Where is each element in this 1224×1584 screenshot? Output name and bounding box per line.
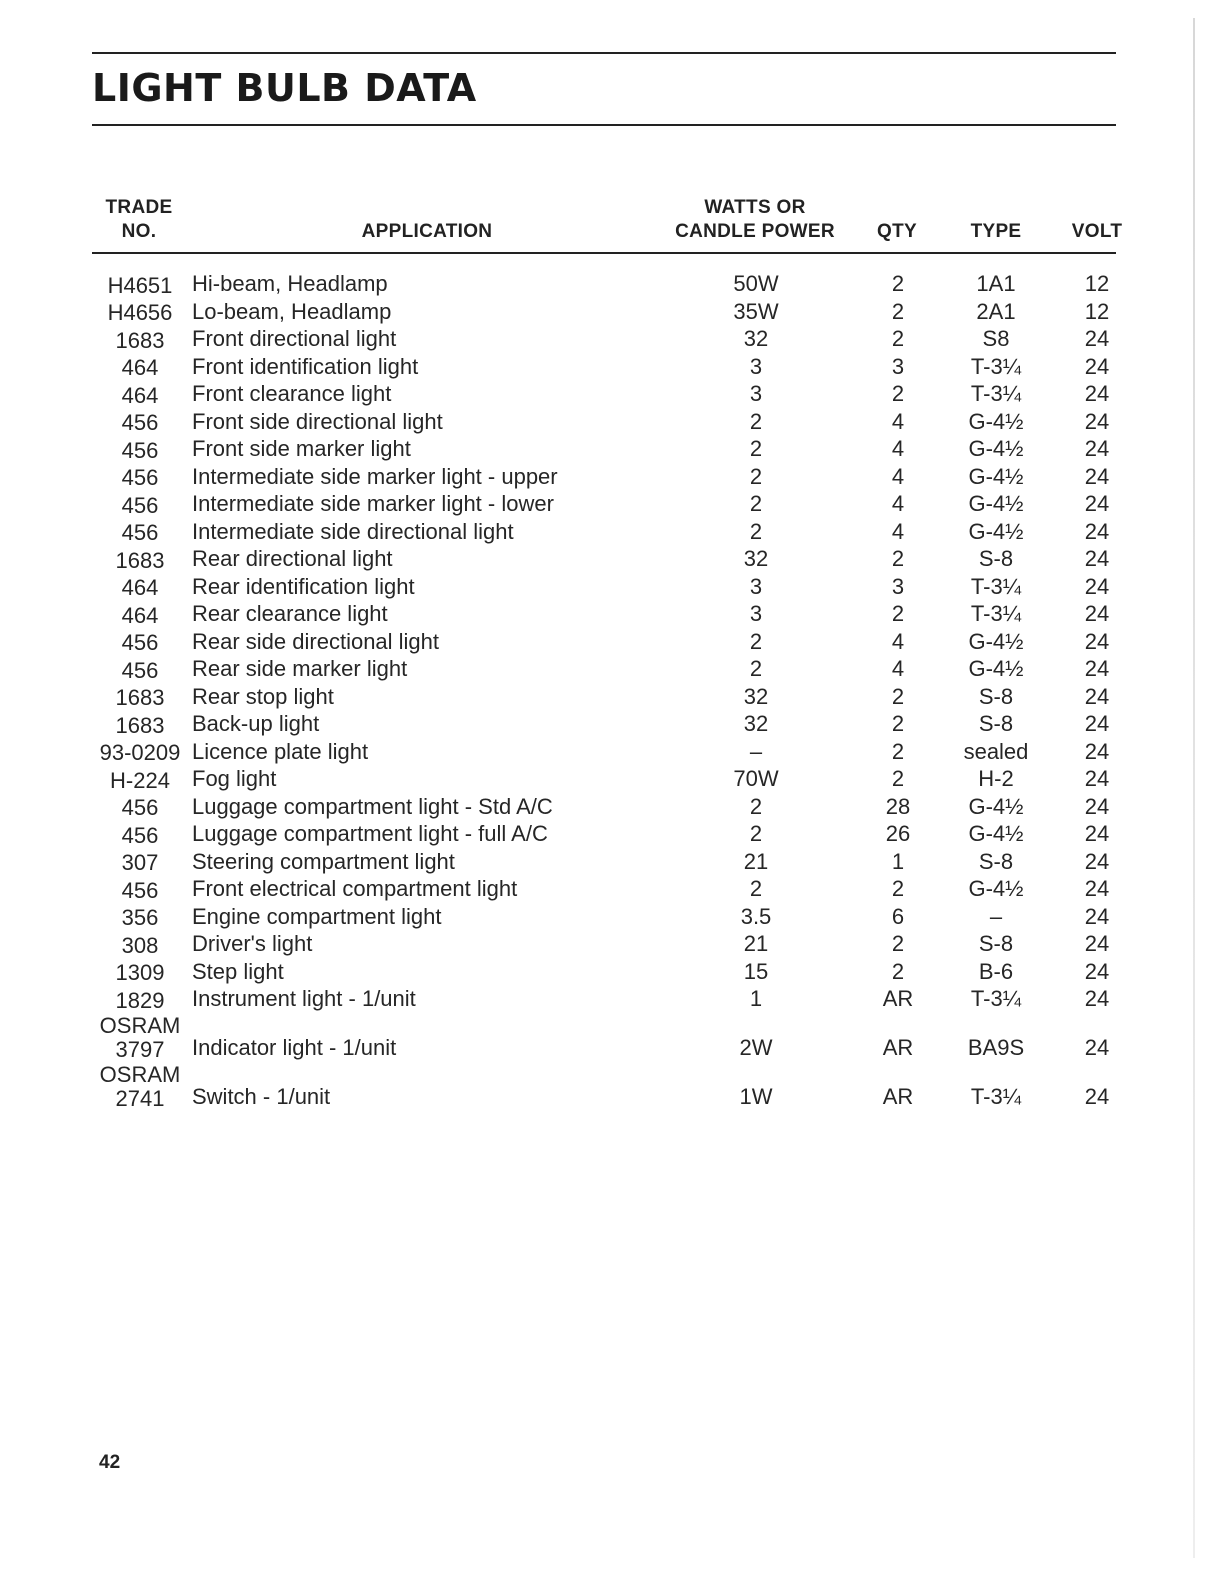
table-row	[0, 930, 1224, 958]
qty-cell: AR	[882, 986, 914, 1011]
type-cell: G-4½	[968, 436, 1024, 461]
application-cell: Rear side directional light	[192, 628, 440, 654]
qty-cell: 4	[891, 408, 905, 434]
type-cell: H-2	[978, 766, 1014, 791]
watts-cell: 3	[749, 381, 763, 406]
application-cell: Driver's light	[192, 931, 313, 956]
volt-cell: 24	[1084, 958, 1110, 984]
type-cell: G-4½	[968, 491, 1024, 516]
application-cell: Rear directional light	[192, 546, 393, 571]
volt-cell: 24	[1084, 656, 1110, 681]
volt-cell: 12	[1084, 298, 1110, 324]
watts-cell: –	[749, 738, 763, 764]
watts-cell: 2W	[739, 1035, 773, 1060]
volt-cell: 12	[1084, 271, 1110, 296]
qty-cell: 4	[891, 463, 905, 489]
type-cell: T-3¼	[970, 601, 1022, 626]
trade-no-cell: 456	[121, 657, 159, 683]
header-trade-line2: NO.	[121, 221, 157, 242]
volt-cell: 24	[1084, 491, 1110, 516]
qty-cell: 6	[891, 903, 905, 929]
type-cell: G-4½	[968, 876, 1024, 901]
trade-no-cell: 456	[121, 630, 159, 655]
volt-cell: 24	[1084, 1084, 1110, 1109]
watts-cell: 21	[743, 848, 769, 874]
watts-cell: 2	[749, 793, 763, 819]
watts-cell: 32	[743, 711, 769, 736]
application-cell: Luggage compartment light - Std A/C	[192, 793, 553, 819]
application-cell: Step light	[192, 958, 284, 984]
header-qty: QTY	[877, 221, 917, 242]
qty-cell: AR	[882, 1084, 914, 1109]
type-cell: S-8	[978, 711, 1014, 736]
type-cell: S-8	[978, 546, 1014, 571]
application-cell: Switch - 1/unit	[192, 1084, 331, 1109]
table-row	[0, 985, 1224, 1013]
volt-cell: 24	[1084, 711, 1110, 736]
table-row	[0, 903, 1224, 931]
qty-cell: 2	[891, 876, 905, 901]
watts-cell: 32	[743, 546, 769, 571]
volt-cell: 24	[1084, 903, 1110, 929]
trade-no-cell: 307	[121, 850, 159, 875]
table-row	[0, 683, 1224, 711]
qty-cell: 4	[891, 656, 905, 681]
trade-no-cell: 1683	[115, 685, 165, 710]
type-cell: T-3¼	[970, 1084, 1022, 1109]
watts-cell: 2	[749, 436, 763, 461]
qty-cell: 3	[891, 353, 905, 379]
header-type: TYPE	[970, 221, 1022, 242]
trade-no-cell: 456	[121, 822, 159, 848]
type-cell: BA9S	[967, 1035, 1025, 1060]
volt-cell: 24	[1084, 986, 1110, 1011]
table-row	[0, 600, 1224, 628]
application-cell: Hi-beam, Headlamp	[192, 271, 388, 296]
table-row	[0, 573, 1224, 601]
qty-cell: 4	[891, 518, 905, 544]
watts-cell: 21	[743, 931, 769, 956]
qty-cell: 2	[891, 738, 905, 764]
watts-cell: 35W	[733, 298, 779, 324]
volt-cell: 24	[1084, 766, 1110, 791]
application-cell: Intermediate side directional light	[192, 518, 514, 544]
trade-no-cell: 464	[121, 382, 159, 408]
table-row	[0, 1013, 1224, 1062]
volt-cell: 24	[1084, 931, 1110, 956]
application-cell: Indicator light - 1/unit	[192, 1035, 397, 1060]
watts-cell: 2	[749, 518, 763, 544]
application-cell: Luggage compartment light - full A/C	[192, 821, 548, 846]
header-watts-line1: WATTS OR	[704, 197, 806, 218]
watts-cell: 3	[749, 353, 763, 379]
application-cell: Licence plate light	[192, 738, 369, 764]
qty-cell: 2	[891, 766, 905, 791]
qty-cell: 2	[891, 298, 905, 324]
header-watts	[660, 196, 850, 244]
volt-cell: 24	[1084, 436, 1110, 461]
application-cell: Back-up light	[192, 711, 320, 736]
page-number: 42	[99, 1452, 121, 1473]
volt-cell: 24	[1084, 353, 1110, 379]
type-cell: B-6	[978, 958, 1014, 984]
trade-no-cell: 308	[121, 932, 159, 958]
type-cell: T-3¼	[970, 986, 1022, 1011]
watts-cell: 32	[743, 326, 769, 351]
volt-cell: 24	[1084, 573, 1110, 599]
application-cell: Front identification light	[192, 353, 419, 379]
qty-cell: 3	[891, 573, 905, 599]
table-row	[0, 738, 1224, 766]
trade-no-cell: 464	[121, 575, 159, 600]
type-cell: T-3¼	[970, 573, 1022, 599]
trade-no-cell: 456	[121, 795, 159, 820]
type-cell: G-4½	[968, 408, 1024, 434]
volt-cell: 24	[1084, 876, 1110, 901]
application-cell: Instrument light - 1/unit	[192, 986, 416, 1011]
trade-no-cell: H4651	[107, 272, 173, 298]
watts-cell: 3	[749, 573, 763, 599]
bulb-table	[0, 270, 1224, 1111]
application-cell: Rear identification light	[192, 573, 415, 599]
volt-cell: 24	[1084, 683, 1110, 709]
header-trade-no	[100, 196, 178, 244]
table-row	[0, 380, 1224, 408]
application-cell: Front clearance light	[192, 381, 392, 406]
trade-no-cell: 1309	[115, 960, 165, 985]
watts-cell: 15	[743, 958, 769, 984]
watts-cell: 2	[749, 463, 763, 489]
watts-cell: 50W	[733, 271, 779, 296]
volt-cell: 24	[1084, 381, 1110, 406]
qty-cell: 2	[891, 601, 905, 626]
table-row	[0, 1062, 1224, 1111]
volt-cell: 24	[1084, 601, 1110, 626]
qty-cell: 1	[891, 848, 905, 874]
trade-no-cell: 456	[121, 492, 159, 518]
trade-no-cell: 456	[121, 520, 159, 545]
qty-cell: 2	[891, 931, 905, 956]
volt-cell: 24	[1084, 848, 1110, 874]
table-row	[0, 710, 1224, 738]
type-cell: G-4½	[968, 821, 1024, 846]
application-cell: Steering compartment light	[192, 848, 455, 874]
qty-cell: 2	[891, 381, 905, 406]
watts-cell: 2	[749, 408, 763, 434]
trade-no-cell: 464	[121, 355, 159, 380]
table-row	[0, 655, 1224, 683]
volt-cell: 24	[1084, 628, 1110, 654]
table-row	[0, 958, 1224, 986]
watts-cell: 2	[749, 656, 763, 681]
trade-no-cell: 1829	[115, 987, 165, 1013]
qty-cell: 28	[885, 793, 911, 819]
trade-no-cell: H-224	[110, 767, 170, 793]
watts-cell: 1	[749, 986, 763, 1011]
application-cell: Front electrical compartment light	[192, 876, 518, 901]
header-rule	[92, 252, 1116, 254]
table-row	[0, 490, 1224, 518]
table-row	[0, 848, 1224, 876]
table-row	[0, 353, 1224, 381]
watts-cell: 70W	[733, 766, 779, 791]
qty-cell: 2	[891, 958, 905, 984]
header-trade-line1: TRADE	[105, 197, 173, 218]
header-application: APPLICATION	[361, 221, 493, 242]
watts-cell: 3.5	[740, 903, 772, 929]
table-row	[0, 545, 1224, 573]
application-cell: Rear stop light	[192, 683, 334, 709]
trade-no-cell: 464	[121, 602, 159, 628]
table-row	[0, 435, 1224, 463]
volt-cell: 24	[1084, 821, 1110, 846]
application-cell: Intermediate side marker light - lower	[192, 491, 554, 516]
qty-cell: 2	[891, 683, 905, 709]
table-row	[0, 325, 1224, 353]
type-cell: G-4½	[968, 628, 1024, 654]
header-volt: VOLT	[1071, 221, 1123, 242]
type-cell: 2A1	[976, 298, 1016, 324]
qty-cell: 2	[891, 546, 905, 571]
type-cell: –	[989, 903, 1003, 929]
qty-cell: 4	[891, 628, 905, 654]
type-cell: S-8	[978, 848, 1014, 874]
application-cell: Rear side marker light	[192, 656, 408, 681]
volt-cell: 24	[1084, 1035, 1110, 1060]
watts-cell: 2	[749, 491, 763, 516]
application-cell: Fog light	[192, 766, 277, 791]
qty-cell: 4	[891, 436, 905, 461]
table-row	[0, 875, 1224, 903]
table-row	[0, 518, 1224, 546]
watts-cell: 2	[749, 628, 763, 654]
type-cell: S-8	[978, 683, 1014, 709]
type-cell: S-8	[978, 931, 1014, 956]
table-row	[0, 298, 1224, 326]
watts-cell: 1W	[739, 1084, 773, 1109]
trade-no-cell: 356	[121, 905, 159, 930]
volt-cell: 24	[1084, 408, 1110, 434]
title-rule	[92, 124, 1116, 126]
type-cell: S8	[982, 326, 1010, 351]
type-cell: 1A1	[976, 271, 1016, 296]
type-cell: G-4½	[968, 518, 1024, 544]
watts-cell: 3	[749, 601, 763, 626]
trade-no-cell: 456	[121, 437, 159, 463]
qty-cell: 4	[891, 491, 905, 516]
type-cell: G-4½	[968, 656, 1024, 681]
trade-no-cell: OSRAM 3797	[99, 1012, 181, 1062]
trade-no-cell: 456	[121, 410, 159, 435]
table-row	[0, 270, 1224, 298]
volt-cell: 24	[1084, 518, 1110, 544]
table-row	[0, 793, 1224, 821]
volt-cell: 24	[1084, 546, 1110, 571]
application-cell: Rear clearance light	[192, 601, 388, 626]
qty-cell: 2	[891, 271, 905, 296]
application-cell: Front directional light	[192, 326, 397, 351]
type-cell: T-3¼	[970, 381, 1022, 406]
application-cell: Lo-beam, Headlamp	[192, 298, 392, 324]
volt-cell: 24	[1084, 793, 1110, 819]
volt-cell: 24	[1084, 463, 1110, 489]
qty-cell: 2	[891, 326, 905, 351]
trade-no-cell: 93-0209	[99, 740, 181, 765]
volt-cell: 24	[1084, 738, 1110, 764]
trade-no-cell: 1683	[115, 327, 165, 353]
trade-no-cell: 1683	[115, 712, 165, 738]
trade-no-cell: 456	[121, 465, 159, 490]
trade-no-cell: 456	[121, 877, 159, 903]
trade-no-cell: OSRAM 2741	[99, 1061, 181, 1111]
qty-cell: 26	[885, 821, 911, 846]
application-cell: Front side marker light	[192, 436, 411, 461]
watts-cell: 2	[749, 876, 763, 901]
trade-no-cell: 1683	[115, 547, 165, 573]
qty-cell: 2	[891, 711, 905, 736]
type-cell: sealed	[963, 738, 1029, 764]
header-watts-line2: CANDLE POWER	[675, 221, 835, 242]
table-row	[0, 628, 1224, 656]
trade-no-cell: H4656	[107, 300, 173, 325]
volt-cell: 24	[1084, 326, 1110, 351]
type-cell: T-3¼	[970, 353, 1022, 379]
qty-cell: AR	[882, 1035, 914, 1060]
table-row	[0, 765, 1224, 793]
table-row	[0, 463, 1224, 491]
application-cell: Intermediate side marker light - upper	[192, 463, 558, 489]
watts-cell: 2	[749, 821, 763, 846]
top-rule	[92, 52, 1116, 54]
page-title: LIGHT BULB DATA	[92, 66, 477, 110]
type-cell: G-4½	[968, 463, 1024, 489]
application-cell: Front side directional light	[192, 408, 443, 434]
watts-cell: 32	[743, 683, 769, 709]
type-cell: G-4½	[968, 793, 1024, 819]
application-cell: Engine compartment light	[192, 903, 442, 929]
table-row	[0, 820, 1224, 848]
table-row	[0, 408, 1224, 436]
